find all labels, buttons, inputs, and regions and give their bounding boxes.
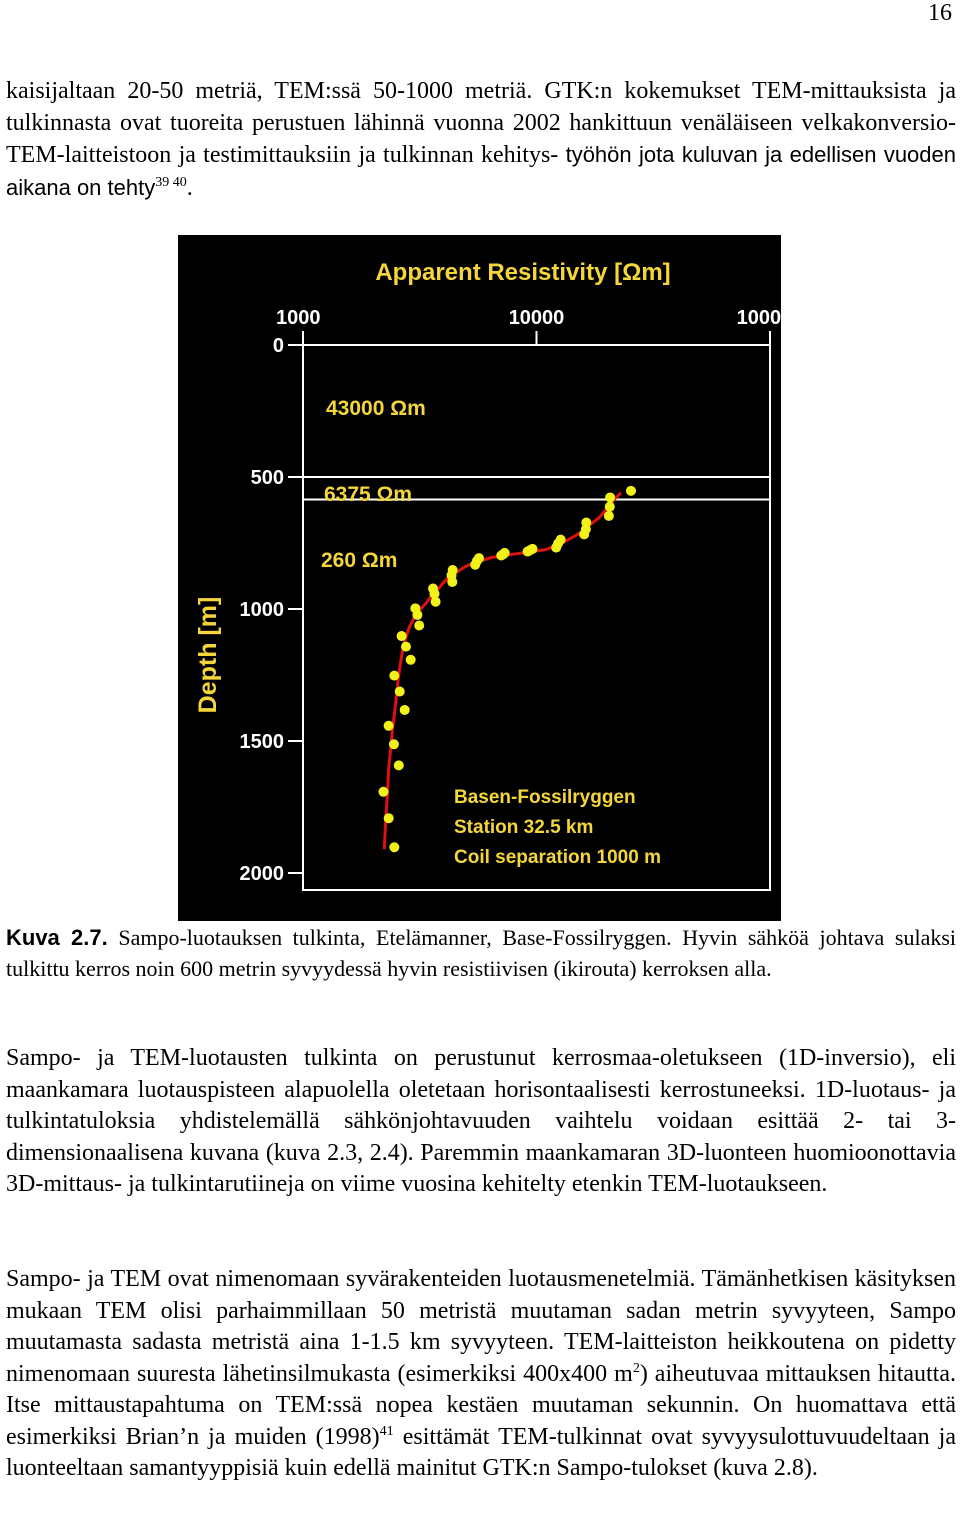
data-point: [400, 705, 410, 715]
data-point: [384, 813, 394, 823]
paragraph-intro-end: .: [186, 174, 193, 201]
data-point: [523, 547, 533, 557]
reference-superscript-41: 41: [379, 1423, 394, 1439]
data-point: [401, 642, 411, 652]
data-point: [406, 655, 416, 665]
paragraph-intro-text-b: työhön jota kuluvan ja edellisen vuoden aikana on tehty: [6, 142, 957, 200]
data-point: [378, 787, 388, 797]
data-point: [605, 502, 615, 512]
caption-text: Sampo-luotauksen tulkinta, Etelämanner, Base-Fossilryggen. Hyvin sähköä johtava sulaksi tulkittu kerros noin 600 metrin syvyydessä hyvin resistiivisen (ikirouta) kerroksen alla.: [6, 925, 957, 981]
reference-superscript: 39 40: [155, 174, 187, 190]
y-tick-label: 2000: [239, 863, 284, 885]
caption-label: Kuva 2.7.: [6, 925, 108, 950]
data-point: [447, 577, 457, 587]
figure-title: Apparent Resistivity [Ωm]: [375, 259, 671, 286]
data-point: [470, 560, 480, 570]
paragraph-methods-text-b: ) aiheutuvaa mittauksen hitautta. Itse mittaustapahtuma on TEM:ssä nopea kestäen muutaman sekunnin. On huomattava että esimerkiksi Brian’n ja muiden (1998): [6, 1360, 956, 1450]
data-point: [397, 631, 407, 641]
x-tick-label: 100000: [736, 307, 804, 329]
data-point: [414, 620, 424, 630]
data-point: [496, 551, 506, 561]
data-point: [389, 842, 399, 852]
paragraph-intro: [6, 76, 956, 204]
paragraph-methods: [6, 1264, 956, 1485]
data-point: [551, 543, 561, 553]
x-tick-label: 10000: [508, 307, 565, 329]
data-point: [384, 721, 394, 731]
data-point: [389, 671, 399, 681]
data-point: [579, 529, 589, 539]
y-tick-label: 1500: [239, 731, 284, 753]
layer-label-middle: 6375 Ωm: [324, 483, 413, 506]
superscript-squared: 2: [632, 1360, 640, 1376]
layer-label-top: 43000 Ωm: [326, 397, 426, 420]
page-number: 16: [928, 0, 952, 26]
data-point: [605, 492, 615, 502]
data-point: [626, 486, 636, 496]
paragraph-methods-text-c: esittämät TEM-tulkinnat ovat syvyysulottuvuudeltaan ja luonteeltaan samantyyppisiä kuin edellä mainitut GTK:n Sampo-tulokset (kuva 2.8).: [6, 1423, 956, 1481]
data-point: [431, 597, 441, 607]
y-tick-label: 500: [250, 467, 284, 489]
x-tick-label: 1000: [276, 307, 321, 329]
paragraph-methods-text-a: Sampo- ja TEM ovat nimenomaan syvärakenteiden luotausmenetelmiä. Tämänhetkisen käsityksen mukaan TEM olisi parhaimmillaan 50 metristä muutaman sadan metrin syvyyteen, Sampo muutamasta sadasta metristä aina 1-1.5 km syvyyteen. TEM-laitteiston heikkoutena on pidetty nimenomaan suuresta lähetinsilmukasta (esimerkiksi 400x400 m: [6, 1266, 956, 1387]
paragraph-interpretation: Sampo- ja TEM-luotausten tulkinta on perustunut kerrosmaa-oletukseen (1D-inversio), eli maankamara luotauspisteen alapuolella oletetaan horisontaalisesti kerrostuneeksi. 1D-luotaus- ja tulkintatuloksia yhdistelemällä sähkönjohtavuuden vaihtelu voidaan esittää 2- tai 3-dimensionaalisena kuvana (kuva 2.3, 2.4). Paremmin maankamaran 3D-luonteen huomioonottavia 3D-mittaus- ja tulkintarutiineja on viime vuosina kehitelty etenkin TEM-luotaukseen.: [6, 1045, 956, 1197]
legend-line-1: Basen-Fossilryggen: [454, 787, 636, 808]
data-point: [395, 686, 405, 696]
resistivity-depth-figure: [178, 235, 804, 921]
legend-line-3: Coil separation 1000 m: [454, 847, 661, 868]
data-point: [412, 610, 422, 620]
legend-line-2: Station 32.5 km: [454, 817, 594, 838]
layer-label-bottom: 260 Ωm: [321, 549, 398, 572]
y-tick-label: 1000: [239, 599, 284, 621]
data-point: [604, 511, 614, 521]
paragraph-intro-text: kaisijaltaan 20-50 metriä, TEM:ssä 50-1000 metriä. GTK:n kokemukset TEM-mittauksista ja tulkinnasta ovat tuoreita perustuen lähinnä vuonna 2002 hankittuun venäläiseen velkakonversio-TEM-laitteistoon ja testimittauksiin ja tulkinnan kehitys-: [6, 78, 956, 168]
data-point: [394, 760, 404, 770]
figure-caption: [6, 922, 956, 984]
y-tick-label: 0: [272, 335, 284, 357]
data-point: [389, 739, 399, 749]
y-axis-label: Depth [m]: [194, 596, 222, 714]
